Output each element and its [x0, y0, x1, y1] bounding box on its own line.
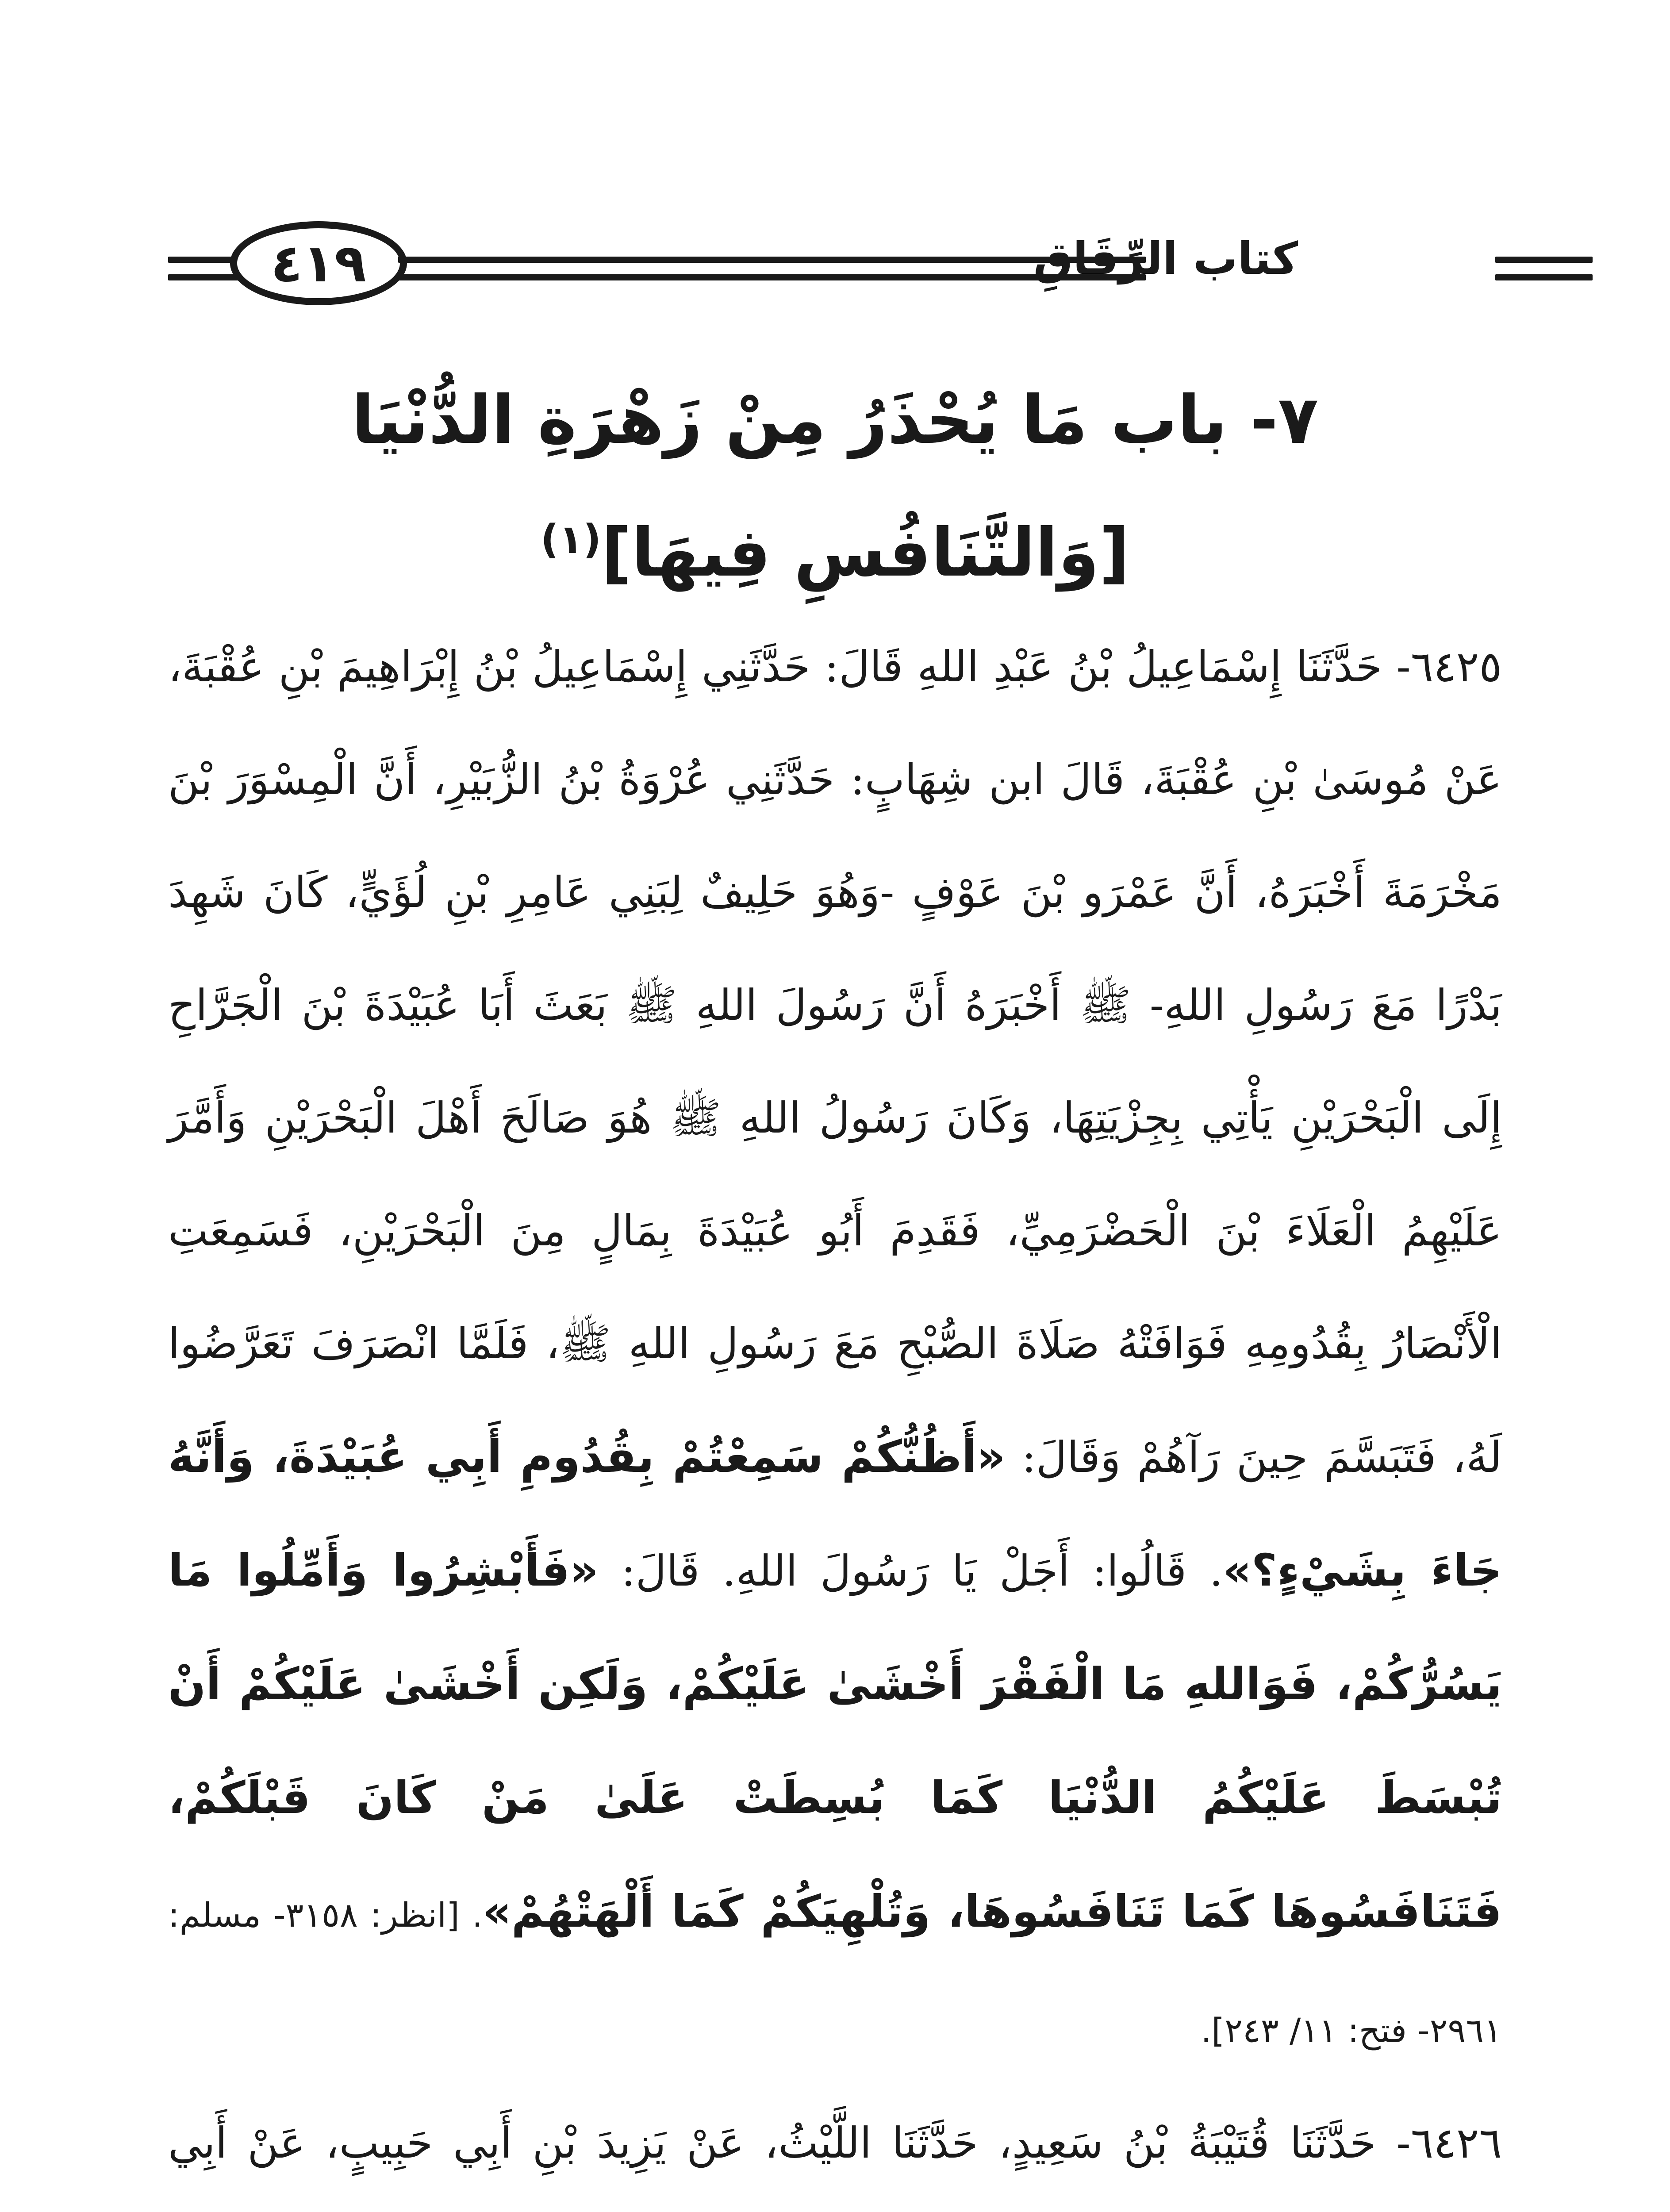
prophetic-quote: «فَأَبْشِرُوا وَأَمِّلُوا مَا يَسُرُّكُمْ، فَوَاللهِ مَا الْفَقْرَ أَخْشَىٰ عَلَيْكُمْ، وَلَكِن أَخْشَىٰ عَلَيْكُمْ أَنْ تُبْسَطَ عَلَيْكُمُ الدُّنْيَا كَمَا بُسِطَتْ عَلَىٰ مَنْ كَانَ قَبْلَكُمْ، فَتَنَافَسُوهَا كَمَا تَنَافَسُوهَا، وَتُلْهِيَكُمْ كَمَا أَلْهَتْهُمْ» — [168, 1544, 1502, 1937]
footnote-marker: (١) — [540, 516, 602, 563]
page-number: ٤١٩ — [270, 233, 367, 294]
hadith-text: . قَالُوا: أَجَلْ يَا رَسُولَ اللهِ. قَالَ: — [621, 1546, 1223, 1596]
running-header — [0, 0, 1670, 336]
header-rule-left — [168, 257, 239, 263]
body-text — [168, 611, 1502, 2212]
header-rule-right — [1495, 257, 1593, 263]
prophetic-quote: «أَظُنُّكُمْ سَمِعْتُمْ بِقُدُومِ أَبِي عُبَيْدَةَ، وَأَنَّهُ جَاءَ بِشَيْءٍ؟» — [168, 1431, 1502, 1596]
hadith-6425 — [168, 611, 1502, 2087]
book-title: كتاب الرِّقَاقِ — [1033, 233, 1298, 284]
header-rule-right — [1495, 274, 1593, 280]
chapter-heading — [177, 354, 1493, 619]
header-rule-left — [168, 274, 239, 280]
hadith-intro: ٦٤٢٥- حَدَّثَنَا إِسْمَاعِيلُ بْنُ عَبْدِ اللهِ قَالَ: حَدَّثَنِي إِسْمَاعِيلُ بْنُ إِبْرَاهِيمَ بْنِ عُقْبَةَ، عَنْ مُوسَىٰ بْنِ عُقْبَةَ، قَالَ ابن شِهَابٍ: حَدَّثَنِي عُرْوَةُ بْنُ الزُّبَيْرِ، أَنَّ الْمِسْوَرَ بْنَ مَخْرَمَةَ أَخْبَرَهُ، أَنَّ عَمْرَو بْنَ عَوْفٍ -وَهُوَ حَلِيفٌ لِبَنِي عَامِرِ بْنِ لُؤَيٍّ، كَانَ شَهِدَ بَدْرًا مَعَ رَسُولِ اللهِ- ﷺ أَخْبَرَهُ أَنَّ رَسُولَ اللهِ ﷺ بَعَثَ أَبَا عُبَيْدَةَ بْنَ الْجَرَّاحِ إِلَى الْبَحْرَيْنِ يَأْتِي بِجِزْيَتِهَا، وَكَانَ رَسُولُ اللهِ ﷺ هُوَ صَالَحَ أَهْلَ الْبَحْرَيْنِ وَأَمَّرَ عَلَيْهِمُ الْعَلَاءَ بْنَ الْحَضْرَمِيِّ، فَقَدِمَ أَبُو عُبَيْدَةَ بِمَالٍ مِنَ الْبَحْرَيْنِ، فَسَمِعَتِ الْأَنْصَارُ بِقُدُومِهِ فَوَافَتْهُ صَلَاةَ الصُّبْحِ مَعَ رَسُولِ اللهِ ﷺ، فَلَمَّا انْصَرَفَ تَعَرَّضُوا لَهُ، فَتَبَسَّمَ حِينَ رَآهُمْ وَقَالَ: — [168, 642, 1502, 1482]
chapter-title-bracket-text: [وَالتَّنَافُسِ فِيهَا] — [601, 515, 1130, 591]
page-number-badge — [230, 221, 407, 305]
chapter-title-line1: ٧- باب مَا يُحْذَرُ مِنْ زَهْرَةِ الدُّنْيَا — [351, 382, 1319, 459]
hadith-reference: . [انظر: ٣١٥٨- مسلم: ٢٩٦١- فتح: ١١/ ٢٤٣]. — [168, 1895, 1502, 2050]
hadith-6426 — [168, 2087, 1502, 2212]
chapter-title-line2 — [177, 487, 1493, 619]
hadith-intro: ٦٤٢٦- حَدَّثَنَا قُتَيْبَةُ بْنُ سَعِيدٍ، حَدَّثَنَا اللَّيْثُ، عَنْ يَزِيدَ بْنِ أَبِي حَبِيبٍ، عَنْ أَبِي — [168, 2118, 1502, 2168]
